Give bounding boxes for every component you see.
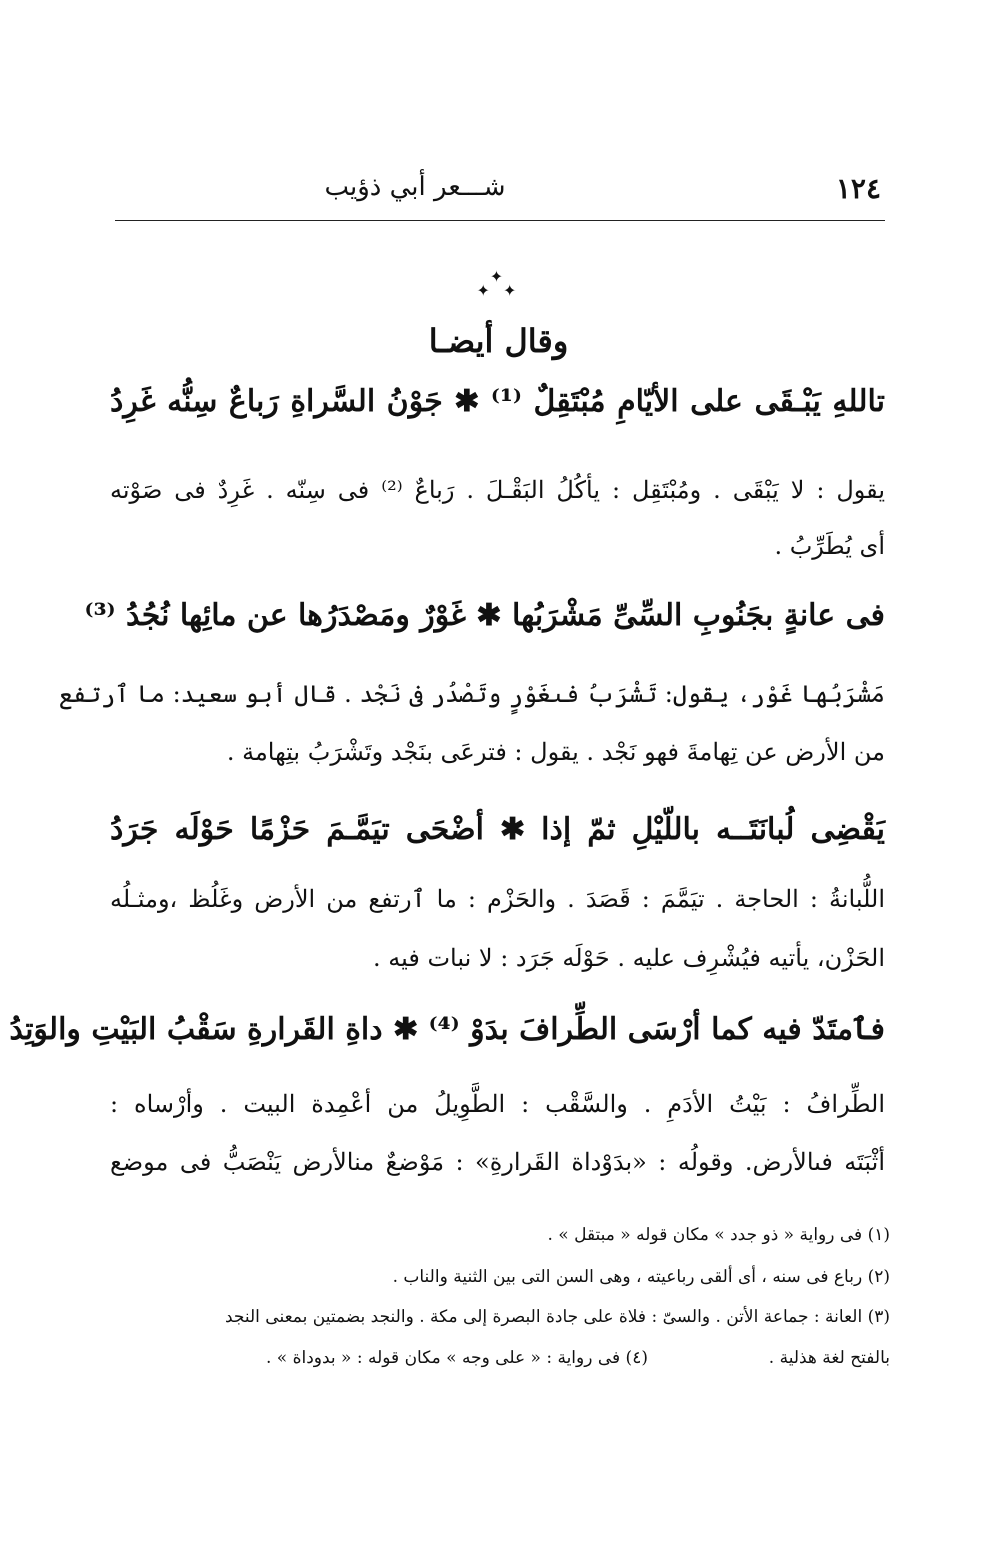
- page-header: [115, 168, 885, 221]
- commentary-4-line-1: الطِّرافُ : بَيْتُ الأدَمِ . والسَّقْب : الطَّوِيلُ من أعْمِدة البيت . وأرْساه :: [110, 1090, 885, 1118]
- footnote-3-line-2-and-4: [110, 1348, 890, 1368]
- verse-1: تاللهِ يَبْـقَى على الأيّامِ مُبْتَقِلٌ ⁽¹⁾ ✱ جَوْنُ السَّراةِ رَباعٌ سِنُّه غَرِدُ: [110, 384, 885, 419]
- verse-2: فى عانةٍ بجَنُوبِ السِّىِّ مَشْرَبُها ✱ غَوْرٌ ومَصْدَرُها عن مائِها نُجُدُ ⁽³⁾: [84, 598, 885, 633]
- commentary-1-line-1: يقول : لا يَبْقَى . ومُبْتَقِل : يأكُلُ البَقْـلَ . رَباعٌ ⁽²⁾ فى سِنّه . غَرِدٌ فى صَوْته: [110, 476, 885, 504]
- poem-title: وقال أيضـا: [428, 322, 569, 360]
- section-ornament: [0, 267, 997, 300]
- commentary-3-line-2: الحَزْن، يأتيه فيُشْرِف عليه . حَوْلَه جَرَد : لا نبات فيه .: [372, 944, 885, 972]
- ornament-bottom: ✦ ✦: [476, 281, 521, 300]
- commentary-2-line-2: من الأرض عن تِهامةَ فهو نَجْد . يقول : فترعَى بنَجْد وتَشْرَبُ بتِهامة .: [226, 738, 885, 766]
- footnote-3-line-1: (٣) العانة : جماعة الأتن . والسىّ : فلاة على جادة البصرة إلى مكة . والنجد بضمتين بمعنى النجد: [224, 1307, 890, 1327]
- commentary-1-line-2: أى يُطَرِّبُ .: [774, 532, 885, 560]
- commentary-2-line-1: مَشْرَبُها غَوْر، يقول: تَشْرَبُ فىغَوْرٍ وتَصْدُر فى نَجْد . قال أبو سعيد: ما ٱرتفع: [58, 680, 885, 708]
- footnote-2: (٢) رباع فى سنه ، أى ألقى رباعيته ، وهى السن التى بين الثنية والناب .: [392, 1267, 890, 1287]
- commentary-4-line-2: أثْبَتَه فىالأرض. وقولُه : «بدَوْداة القَرارةِ» : مَوْضعٌ منالأرض يَنْصَبُّ فى موضع: [110, 1148, 886, 1176]
- running-title: شـــعر أبي ذؤيب: [324, 172, 506, 202]
- footnote-1: (١) فى رواية « ذو جدد » مكان قوله « مبتقل » .: [547, 1225, 890, 1245]
- ornament-top: ✦: [489, 267, 508, 286]
- verse-4: فٱمتَدّ فيه كما أرْسَى الطِّرافَ بدَوْ ⁽⁴⁾ ✱ داةِ القَرارةِ سَقْبُ البَيْتِ والوَتِدُ: [9, 1012, 885, 1047]
- footnote-4: (٤) فى رواية : « على وجه » مكان قوله : « بدوداة » .: [265, 1348, 648, 1368]
- footnote-3-line-2: بالفتح لغة هذلية .: [768, 1348, 890, 1368]
- commentary-3-line-1: اللُّبانةُ : الحاجة . تيَمَّمَ : قَصَدَ . والحَزْم : ما ٱرتفع من الأرض وغَلُظ ،ومثـلُه: [110, 885, 885, 913]
- page-number: ١٢٤: [835, 172, 881, 205]
- verse-3: يَقْضِى لُبانَتَــه باللّيْلِ ثمّ إذا ✱ أضْحَى تيَمَّـمَ حَزْمًا حَوْلَه جَرَدُ: [110, 812, 885, 847]
